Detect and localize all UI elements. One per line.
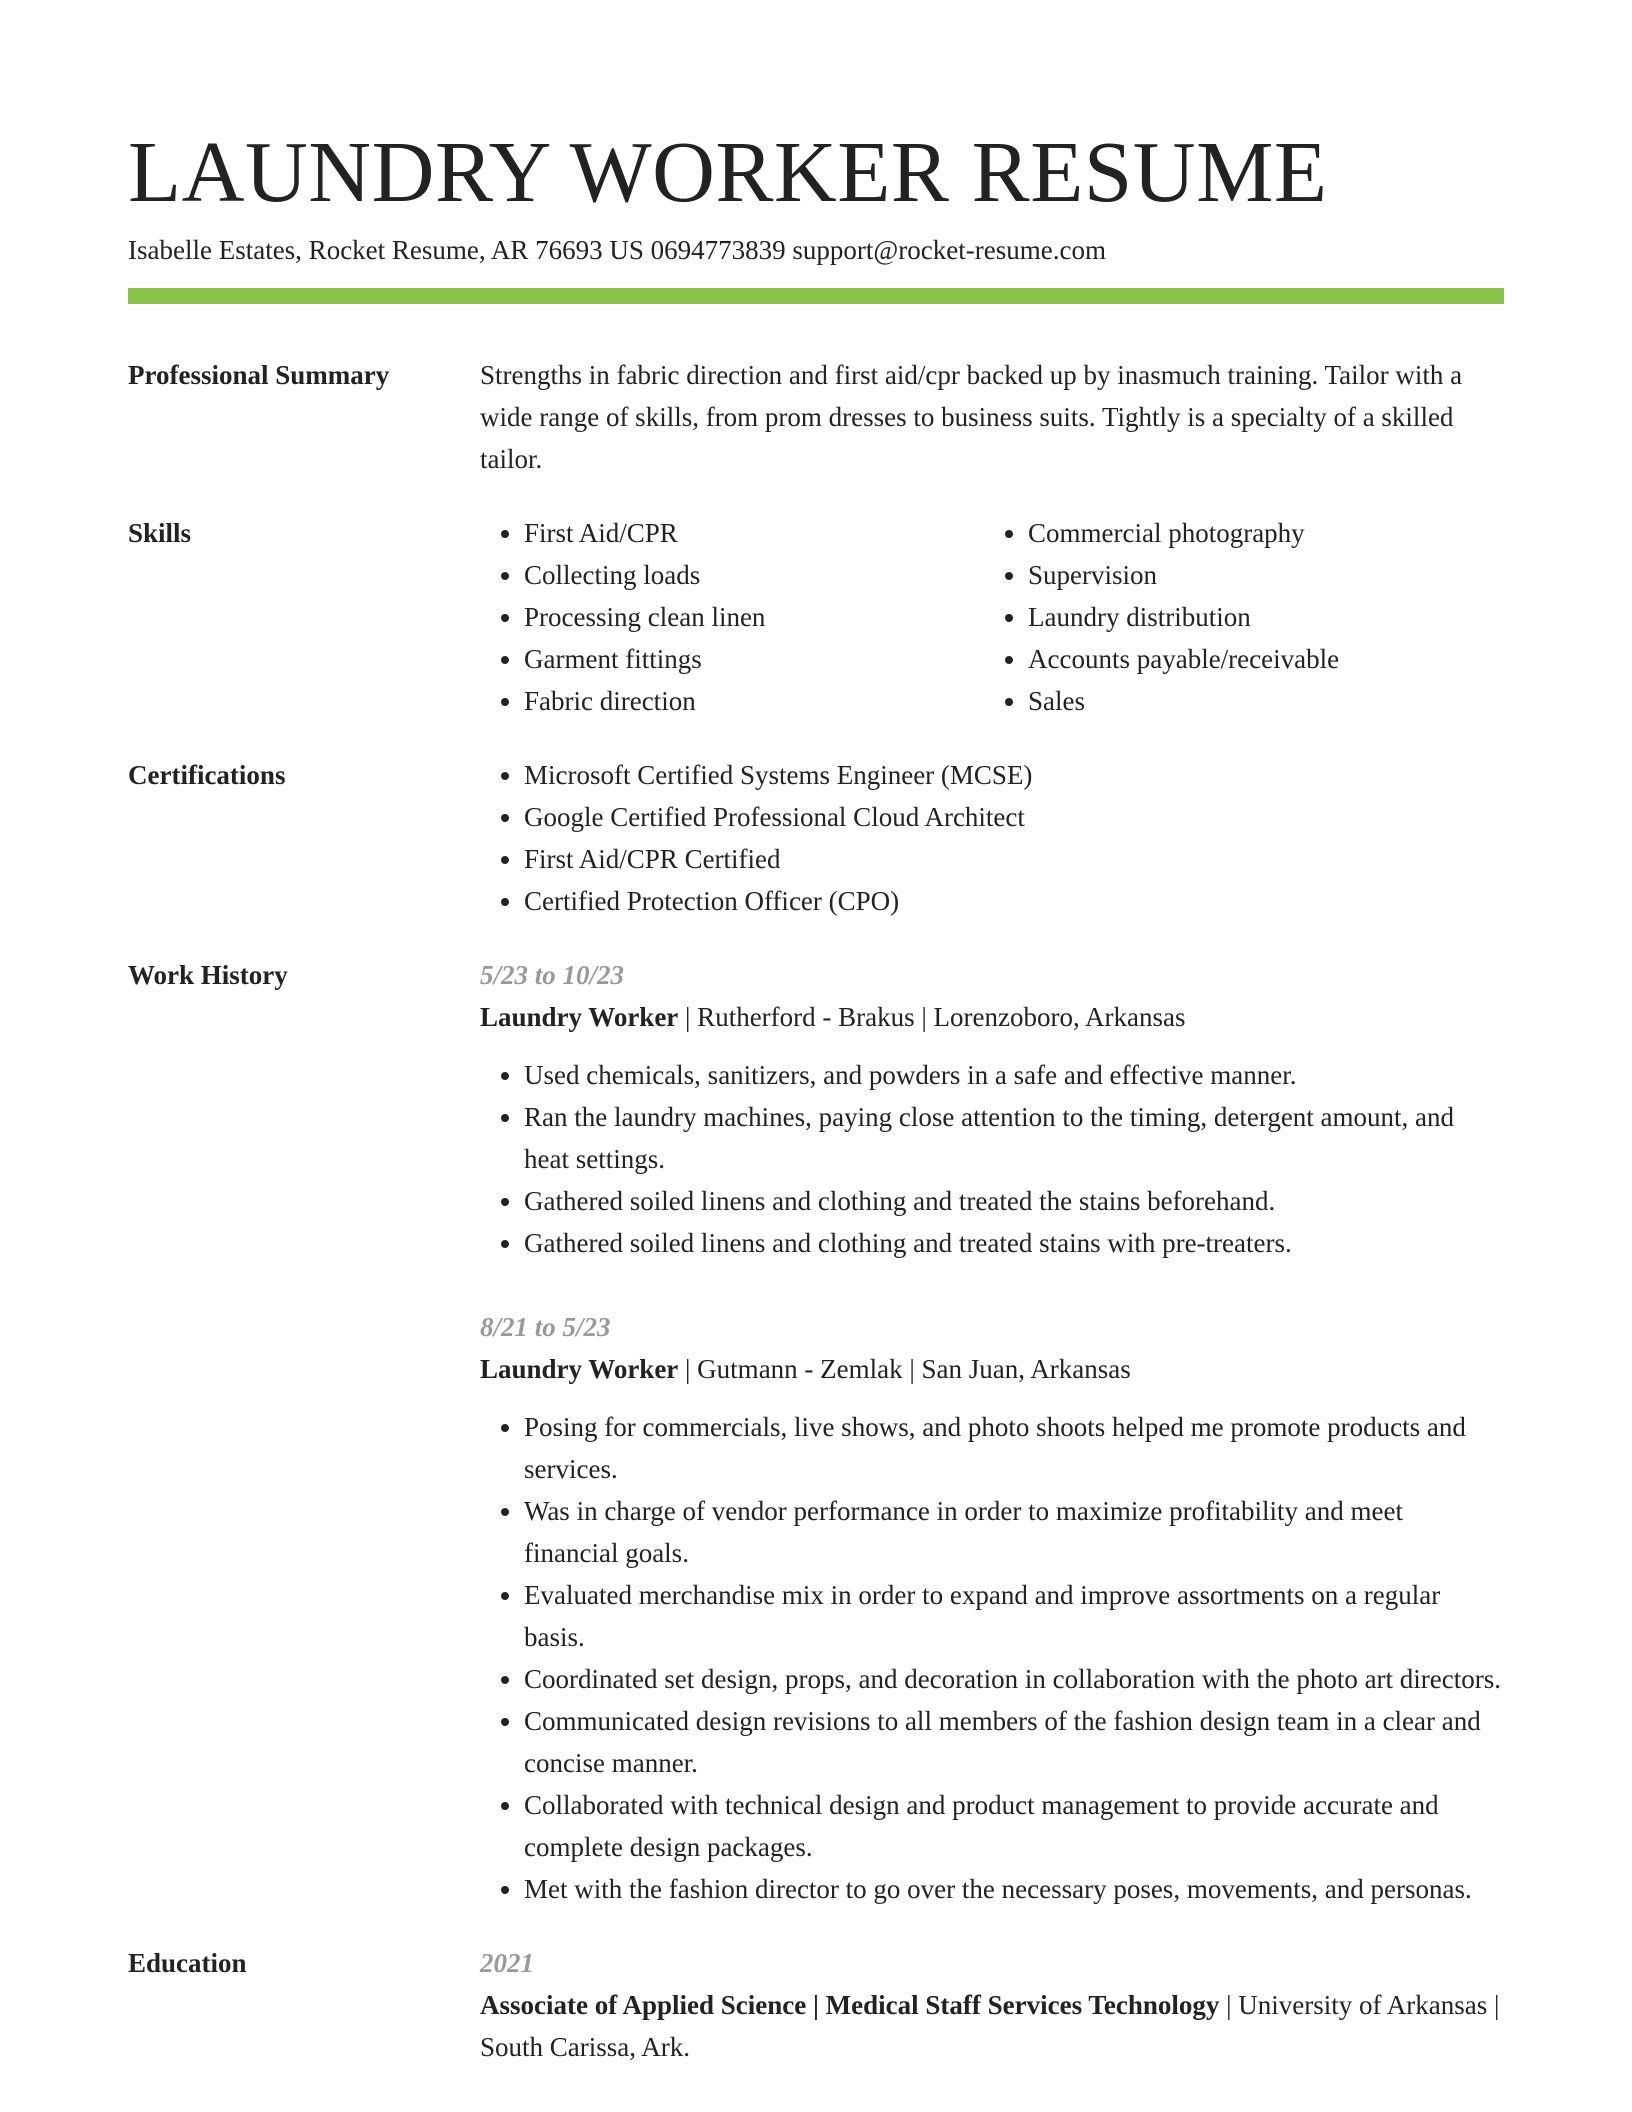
certifications-section	[128, 754, 1504, 922]
skills-list-right	[984, 512, 1488, 722]
skill-item: • Laundry distribution	[1028, 596, 1488, 638]
education-degree: Associate of Applied Science | Medical Staff Services Technology	[480, 1990, 1220, 2020]
job-bullets	[480, 1054, 1504, 1264]
job-title-line	[480, 1348, 1504, 1390]
job-bullet: • Coordinated set design, props, and decoration in collaboration with the photo art directors.	[524, 1658, 1504, 1700]
summary-text: Strengths in fabric direction and first aid/cpr backed up by inasmuch training. Tailor with a wide range of skills, from prom dresses to business suits. Tightly is a specialty of a skilled tailor.	[480, 360, 1463, 474]
resume-page	[128, 0, 1504, 2068]
skills-list-left	[480, 512, 984, 722]
job-bullet: • Collaborated with technical design and product management to provide accurate and complete design packages.	[524, 1784, 1504, 1868]
skills-label: Skills	[128, 518, 192, 548]
resume-title: LAUNDRY WORKER RESUME	[128, 123, 1328, 220]
job-dates: 8/21 to 5/23	[480, 1312, 611, 1342]
job-dates: 5/23 to 10/23	[480, 960, 625, 990]
education-line	[480, 1984, 1504, 2068]
job-entry	[480, 954, 1504, 1264]
certification-item: • Google Certified Professional Cloud Architect	[524, 796, 1504, 838]
certification-item: • First Aid/CPR Certified	[524, 838, 1504, 880]
skill-item: • Fabric direction	[524, 680, 984, 722]
job-entry	[480, 1306, 1504, 1910]
work-history-section	[128, 954, 1504, 1910]
education-label: Education	[128, 1948, 247, 1978]
job-bullet: • Communicated design revisions to all members of the fashion design team in a clear and concise manner.	[524, 1700, 1504, 1784]
job-bullet: • Posing for commercials, live shows, and photo shoots helped me promote products and services.	[524, 1406, 1504, 1490]
job-title-line	[480, 996, 1504, 1038]
skill-item: • Supervision	[1028, 554, 1488, 596]
job-role: Laundry Worker	[480, 1002, 679, 1032]
certification-item: • Microsoft Certified Systems Engineer (MCSE)	[524, 754, 1504, 796]
job-bullet: • Used chemicals, sanitizers, and powders in a safe and effective manner.	[524, 1054, 1504, 1096]
skill-item: • Garment fittings	[524, 638, 984, 680]
job-bullet: • Gathered soiled linens and clothing and treated the stains beforehand.	[524, 1180, 1504, 1222]
job-bullet: • Was in charge of vendor performance in order to maximize profitability and meet financial goals.	[524, 1490, 1504, 1574]
skill-item: • Sales	[1028, 680, 1488, 722]
accent-divider	[128, 288, 1504, 304]
job-details: | Rutherford - Brakus | Lorenzoboro, Arkansas	[678, 1002, 1186, 1032]
summary-section	[128, 354, 1504, 480]
contact-line: Isabelle Estates, Rocket Resume, AR 76693 US 0694773839 support@rocket-resume.com	[128, 235, 1106, 265]
job-bullets	[480, 1406, 1504, 1910]
education-section	[128, 1942, 1504, 2068]
job-bullet: • Gathered soiled linens and clothing and treated stains with pre-treaters.	[524, 1222, 1504, 1264]
certifications-list	[480, 754, 1504, 922]
skill-item: • Collecting loads	[524, 554, 984, 596]
work-history-label: Work History	[128, 960, 288, 990]
job-details: | Gutmann - Zemlak | San Juan, Arkansas	[678, 1354, 1131, 1384]
certifications-label: Certifications	[128, 760, 286, 790]
skills-section	[128, 512, 1504, 722]
skill-item: • First Aid/CPR	[524, 512, 984, 554]
skill-item: • Commercial photography	[1028, 512, 1488, 554]
job-bullet: • Ran the laundry machines, paying close attention to the timing, detergent amount, and heat settings.	[524, 1096, 1504, 1180]
job-bullet: • Evaluated merchandise mix in order to expand and improve assortments on a regular basis.	[524, 1574, 1504, 1658]
summary-label: Professional Summary	[128, 360, 390, 390]
job-bullet: • Met with the fashion director to go over the necessary poses, movements, and personas.	[524, 1868, 1504, 1910]
education-year: 2021	[480, 1948, 534, 1978]
job-role: Laundry Worker	[480, 1354, 679, 1384]
skill-item: • Accounts payable/receivable	[1028, 638, 1488, 680]
certification-item: • Certified Protection Officer (CPO)	[524, 880, 1504, 922]
education-details: | University of Arkansas | South Carissa, Ark.	[480, 1990, 1500, 2062]
skill-item: • Processing clean linen	[524, 596, 984, 638]
